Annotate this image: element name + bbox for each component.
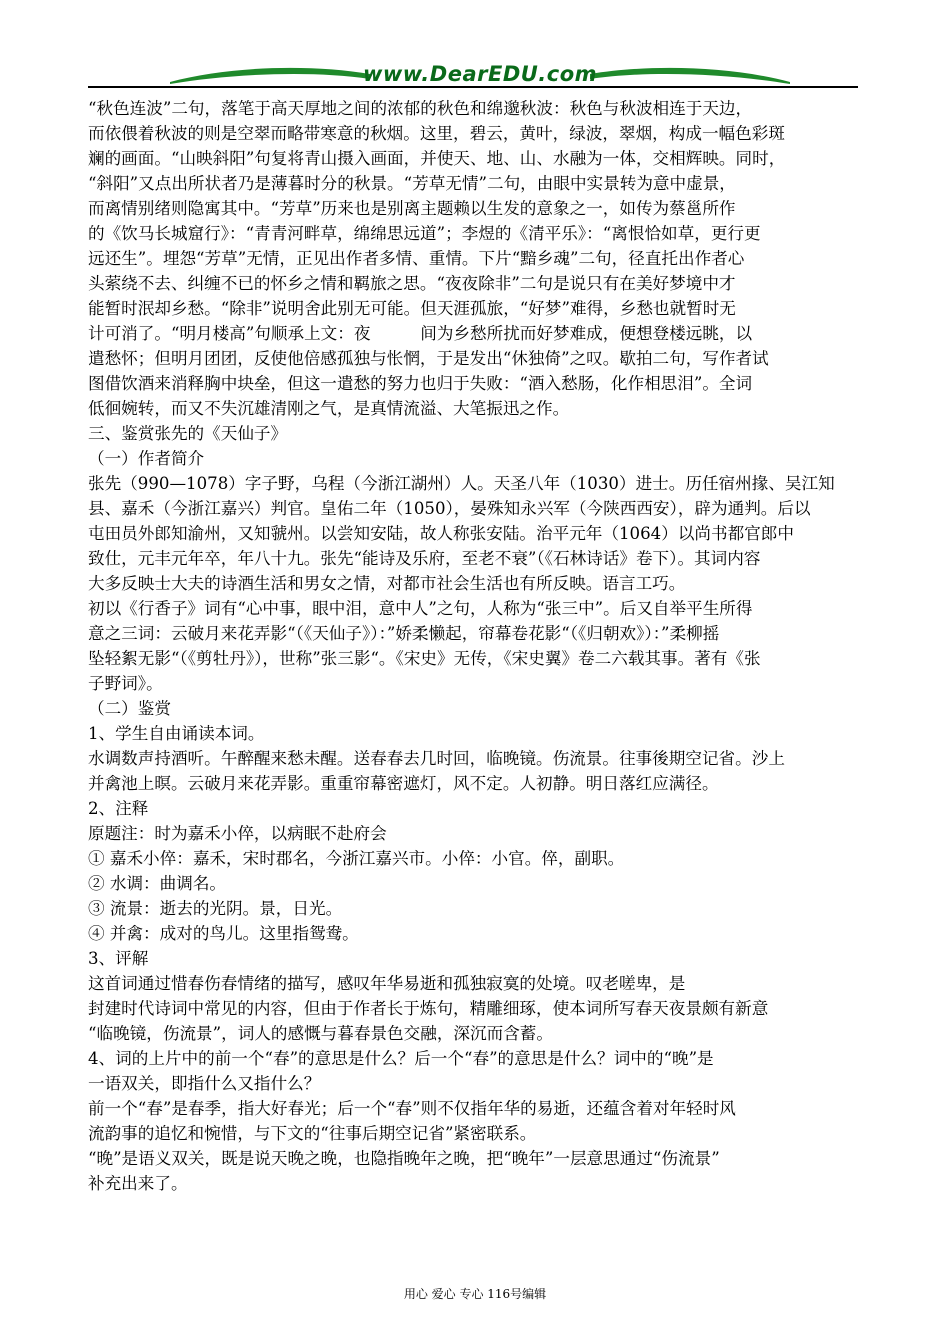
question-line: 4、词的上片中的前一个“春”的意思是什么？后一个“春”的意思是什么？词中的“晚”是 xyxy=(88,1049,714,1068)
text-line: 遣愁怀；但明月团团，反使他倍感孤独与怅惘，于是发出“休独倚”之叹。歇拍二句，写作者试 xyxy=(88,349,769,368)
text-line: 子野词》。 xyxy=(88,674,163,693)
text-line: 低徊婉转，而又不失沉雄清刚之气，是真情流溢、大笔振迅之作。 xyxy=(88,399,570,418)
text-line: 这首词通过惜春伤春情绪的描写，感叹年华易逝和孤独寂寞的处境。叹老嗟卑，是 xyxy=(88,974,686,993)
text-line: 张先（990—1078）字子野，乌程（今浙江湖州）人。天圣八年（1030）进士。历任宿州掾、吴江知 xyxy=(88,474,835,493)
poem-line: 并禽池上暝。云破月来花弄影。重重帘幕密遮灯，风不定。人初静。明日落红应满径。 xyxy=(88,774,719,793)
answer-line: “晚”是语义双关，既是说天晚之晚，也隐指晚年之晚，把“晚年”一层意思通过“伤流景” xyxy=(88,1149,720,1168)
text-line: “临晚镜，伤流景”，词人的感慨与暮春景色交融，深沉而含蓄。 xyxy=(88,1024,553,1043)
annotation-item: ① 嘉禾小倅：嘉禾，宋时郡名，今浙江嘉兴市。小倅：小官。倅，副职。 xyxy=(88,849,625,868)
text-line: 致仕，元丰元年卒，年八十九。张先“能诗及乐府，至老不衰”（《石林诗话》卷下）。其词内容 xyxy=(88,549,761,568)
logo-text: www.DearEDU.com xyxy=(362,62,598,86)
page-footer: 用心 爱心 专心 116号编辑 xyxy=(403,1287,547,1301)
subsection-heading: （二）鉴赏 xyxy=(88,699,171,718)
question-line: 一语双关，即指什么又指什么？ xyxy=(88,1074,321,1093)
text-line: 2、注释 xyxy=(88,799,149,818)
article-body xyxy=(88,96,860,1196)
answer-line: 补充出来了。 xyxy=(88,1174,188,1193)
text-line: 远还生”。埋怨“芳草”无情，正见出作者多情、重情。下片“黯乡魂”二句，径直托出作者心 xyxy=(88,249,745,268)
text-line: 的《饮马长城窟行》：“青青河畔草，绵绵思远道”；李煜的《清平乐》：“离恨恰如草，更行更 xyxy=(88,224,761,243)
answer-line: 流韵事的追忆和惋惜，与下文的“往事后期空记省”紧密联系。 xyxy=(88,1124,537,1143)
annotation-item: ② 水调：曲调名。 xyxy=(88,874,227,893)
text-line: 意之三词：云破月来花弄影“（《天仙子》）：”娇柔懒起，帘幕卷花影“（《归朝欢》）：”柔柳摇 xyxy=(88,624,720,643)
header-logo xyxy=(170,60,790,94)
poem-line: 水调数声持酒听。午醉醒来愁未醒。送春春去几时回，临晚镜。伤流景。往事後期空记省。沙上 xyxy=(88,749,785,768)
text-line: 图借饮酒来消释胸中块垒，但这一遣愁的努力也归于失败：“酒入愁肠，化作相思泪”。全词 xyxy=(88,374,753,393)
text-line: 县、嘉禾（今浙江嘉兴）判官。皇佑二年（1050），晏殊知永兴军（今陕西西安），辟为通判。后以 xyxy=(88,499,811,518)
text-line: 大多反映士大夫的诗酒生活和男女之情，对都市社会生活也有所反映。语言工巧。 xyxy=(88,574,686,593)
header-divider xyxy=(88,86,858,88)
answer-line: 前一个“春”是春季，指大好春光；后一个“春”则不仅指年华的易逝，还蕴含着对年轻时风 xyxy=(88,1099,736,1118)
text-line: 头萦绕不去、纠缠不已的怀乡之情和羁旅之思。“夜夜除非”二句是说只有在美好梦境中才 xyxy=(88,274,736,293)
text-line: 初以《行香子》词有“心中事，眼中泪，意中人”之句，人称为“张三中”。后又自举平生所得 xyxy=(88,599,753,618)
text-line: 而依偎着秋波的则是空翠而略带寒意的秋烟。这里，碧云，黄叶，绿波，翠烟，构成一幅色彩斑 xyxy=(88,124,785,143)
text-line: 1、学生自由诵读本词。 xyxy=(88,724,265,743)
text-line: “秋色连波”二句，落笔于高天厚地之间的浓郁的秋色和绵邈秋波：秋色与秋波相连于天边， xyxy=(88,99,753,118)
text-line: 封建时代诗词中常见的内容，但由于作者长于炼句，精雕细琢，使本词所写春天夜景颇有新意 xyxy=(88,999,769,1018)
text-line: “斜阳”又点出所状者乃是薄暮时分的秋景。“芳草无情”二句，由眼中实景转为意中虚景， xyxy=(88,174,736,193)
annotation-item: ③ 流景：逝去的光阴。景，日光。 xyxy=(88,899,343,918)
subsection-heading: （一）作者简介 xyxy=(88,449,205,468)
text-line: 3、评解 xyxy=(88,949,149,968)
section-heading: 三、鉴赏张先的《天仙子》 xyxy=(88,424,288,443)
text-line: 坠轻絮无影“（《剪牡丹》），世称”张三影“。《宋史》无传，《宋史翼》卷二六载其事。著有《张 xyxy=(88,649,761,668)
text-line: 计可消了。“明月楼高”句顺承上文：夜 间为乡愁所扰而好梦难成，便想登楼远眺，以 xyxy=(88,324,753,343)
text-line: 原题注：时为嘉禾小倅，以病眠不赴府会 xyxy=(88,824,387,843)
text-line: 能暂时泯却乡愁。“除非”说明舍此别无可能。但天涯孤旅，“好梦”难得，乡愁也就暂时无 xyxy=(88,299,736,318)
annotation-item: ④ 并禽：成对的鸟儿。这里指鸳鸯。 xyxy=(88,924,359,943)
text-line: 而离情别绪则隐寓其中。“芳草”历来也是别离主题赖以生发的意象之一，如传为蔡邕所作 xyxy=(88,199,736,218)
text-line: 斓的画面。“山映斜阳”句复将青山摄入画面，并使天、地、山、水融为一体，交相辉映。同时， xyxy=(88,149,786,168)
text-line: 屯田员外郎知渝州，又知虢州。以尝知安陆，故人称张安陆。治平元年（1064）以尚书都官郎中 xyxy=(88,524,794,543)
